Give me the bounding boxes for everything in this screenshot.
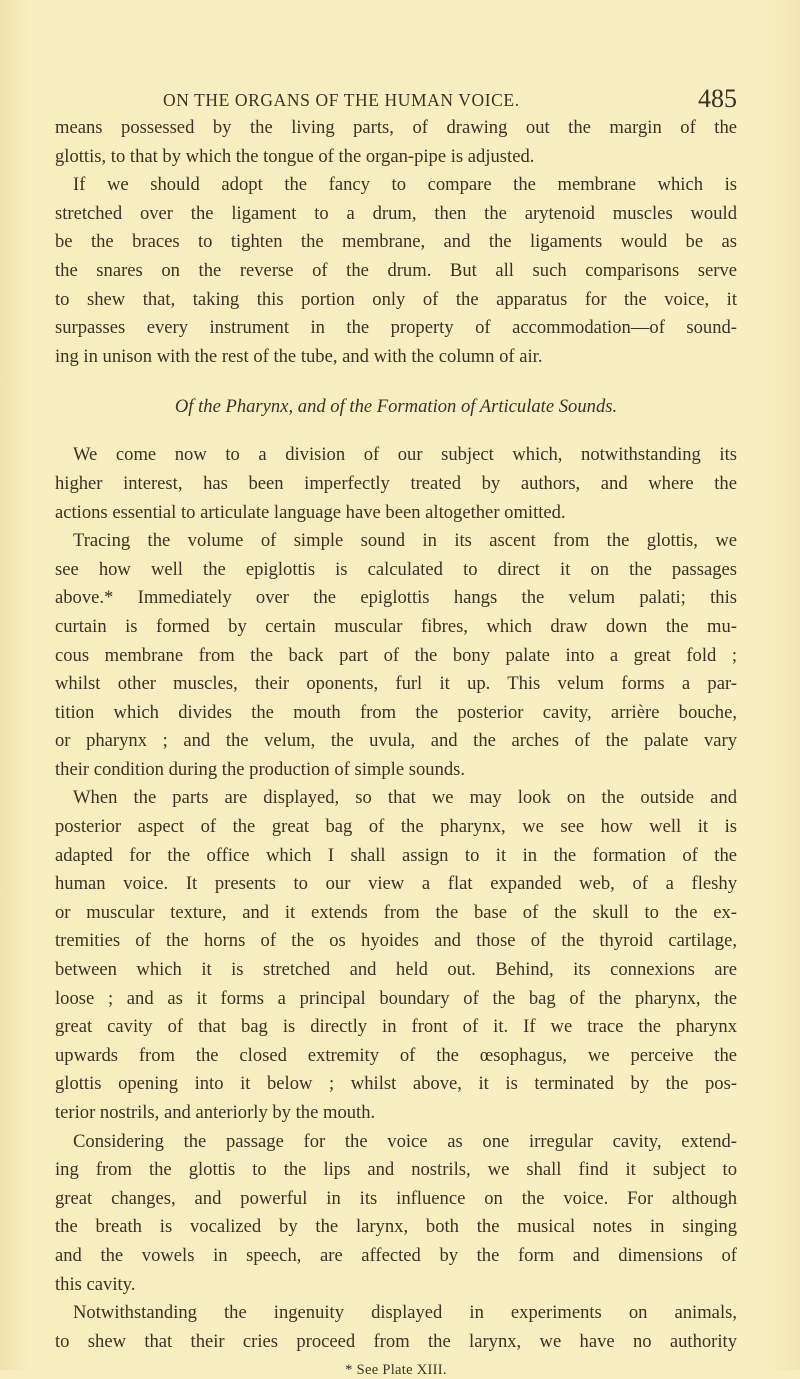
text-line: upwards from the closed extremity of the œsophagus, we perceive the: [55, 1044, 737, 1066]
text-line: means possessed by the living parts, of drawing out the margin of the: [55, 117, 737, 138]
text-line: great changes, and powerful in its influence on the voice. For although: [55, 1187, 737, 1209]
paragraph: [55, 1299, 737, 1356]
page-body: [55, 114, 737, 1379]
text-line: the breath is vocalized by the larynx, both the musical notes in singing: [55, 1216, 737, 1238]
text-line: and the vowels in speech, are affected by the form and dimensions of: [55, 1244, 737, 1266]
text-line: ing in unison with the rest of the tube, and with the column of air.: [55, 345, 543, 367]
text-line: loose ; and as it forms a principal boundary of the bag of the pharynx, the: [55, 987, 737, 1009]
text-line: above.* Immediately over the epiglottis hangs the velum palati; this: [55, 587, 737, 609]
text-block-after-heading: [55, 441, 737, 1356]
text-line: higher interest, has been imperfectly treated by authors, and where the: [55, 472, 737, 494]
text-line: human voice. It presents to our view a flat expanded web, of a fleshy: [55, 873, 737, 895]
text-line: see how well the epiglottis is calculated to direct it on the passages: [55, 558, 737, 580]
text-line: tremities of the horns of the os hyoides and those of the thyroid cartilage,: [55, 930, 737, 952]
text-line: to shew that, taking this portion only of the apparatus for the voice, it: [55, 288, 737, 310]
text-line: ing from the glottis to the lips and nostrils, we shall find it subject to: [55, 1159, 737, 1181]
text-line: glottis opening into it below ; whilst above, it is terminated by the pos-: [55, 1073, 737, 1095]
text-line: cous membrane from the back part of the bony palate into a great fold ;: [55, 644, 737, 666]
text-line: great cavity of that bag is directly in front of it. If we trace the pharynx: [55, 1016, 737, 1038]
text-line: glottis, to that by which the tongue of the organ-pipe is adjusted.: [55, 145, 535, 167]
text-line: this cavity.: [55, 1273, 136, 1295]
text-line: surpasses every instrument in the property of accommodation—of sound-: [55, 317, 737, 339]
text-line: between which it is stretched and held out. Behind, its connexions are: [55, 959, 737, 981]
text-line: Notwithstanding the ingenuity displayed in experiments on animals,: [73, 1302, 737, 1324]
text-line: tition which divides the mouth from the posterior cavity, arrière bouche,: [55, 701, 737, 723]
text-line: When the parts are displayed, so that we may look on the outside and: [73, 787, 737, 809]
paragraph: [55, 527, 737, 784]
paragraph: [55, 1128, 737, 1300]
paragraph: [55, 114, 737, 171]
text-line: stretched over the ligament to a drum, then the arytenoid muscles would: [55, 202, 737, 224]
running-head: [55, 84, 737, 114]
text-line: their condition during the production of simple sounds.: [55, 758, 466, 780]
running-head-title: ON THE ORGANS OF THE HUMAN VOICE.: [163, 90, 520, 110]
text-line: actions essential to articulate language have been altogether omitted.: [55, 501, 566, 523]
paragraph: [55, 441, 737, 527]
text-line: Considering the passage for the voice as one irregular cavity, extend-: [73, 1130, 737, 1152]
page-number: 485: [698, 84, 737, 113]
text-line: the snares on the reverse of the drum. But all such comparisons serve: [55, 259, 737, 281]
text-line: or pharynx ; and the velum, the uvula, and the arches of the palate vary: [55, 730, 737, 752]
text-line: If we should adopt the fancy to compare the membrane which is: [73, 174, 737, 196]
text-line: posterior aspect of the great bag of the pharynx, we see how well it is: [55, 816, 737, 838]
text-line: terior nostrils, and anteriorly by the mouth.: [55, 1102, 376, 1123]
text-line: whilst other muscles, their oponents, furl it up. This velum forms a par-: [55, 673, 737, 695]
text-line: We come now to a division of our subject which, notwithstanding its: [73, 444, 737, 466]
text-line: or muscular texture, and it extends from the base of the skull to the ex-: [55, 901, 737, 923]
text-line: adapted for the office which I shall assign to it in the formation of the: [55, 844, 737, 866]
footnote: * See Plate XIII.: [345, 1362, 447, 1379]
text-line: curtain is formed by certain muscular fibres, which draw down the mu-: [55, 615, 737, 637]
section-heading: Of the Pharynx, and of the Formation of Articulate Sounds.: [174, 396, 618, 418]
paragraph: [55, 171, 737, 371]
paragraph: [55, 784, 737, 1127]
text-line: to shew that their cries proceed from the larynx, we have no authority: [55, 1330, 737, 1352]
text-line: Tracing the volume of simple sound in its ascent from the glottis, we: [73, 530, 737, 552]
text-line: be the braces to tighten the membrane, and the ligaments would be as: [55, 231, 737, 253]
text-block-before-heading: [55, 114, 737, 371]
